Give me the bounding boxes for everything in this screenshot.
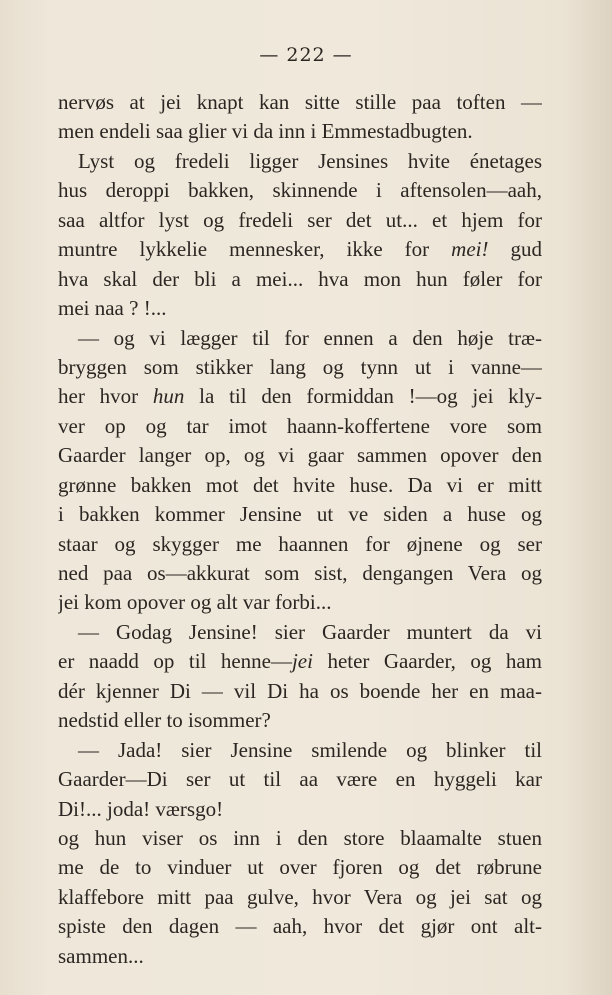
text-line: — Godag Jensine! sier Gaarder muntert da vi (78, 619, 542, 644)
emphasis-text: mei! (451, 237, 489, 262)
emphasis-text: hun (152, 384, 185, 409)
text-line: saa altfor lyst og fredeli ser det ut... et hjem for (58, 207, 542, 232)
text-line: men endeli saa glier vi da inn i Emmestadbugten. (58, 119, 473, 144)
text-line: hus deroppi bakken, skinnende i aftensolen—aah, (58, 178, 542, 203)
text-line: — Jada! sier Jensine smilende og blinker til (78, 737, 542, 762)
text-line (58, 382, 542, 411)
text-line (58, 647, 542, 676)
text-segment: muntre lykkelie mennesker, ikke for (58, 237, 430, 262)
text-line: Gaarder langer op, og vi gaar sammen opover den (58, 443, 542, 468)
text-line: bryggen som stikker lang og tynn ut i vanne— (58, 354, 542, 379)
text-segment: her hvor (58, 384, 139, 409)
text-line: nervøs at jei knapt kan sitte stille paa toften — (58, 90, 542, 114)
text-line: staar og skygger me haannen for øjnene og ser (58, 531, 542, 556)
text-line: klaffebore mitt paa gulve, hvor Vera og jei sat og (58, 884, 542, 909)
text-line: nedstid eller to isommer? (58, 708, 271, 733)
text-line: og hun viser os inn i den store blaamalte stuen (58, 825, 542, 850)
text-line: sammen... (58, 943, 144, 968)
text-segment: er naadd op til henne— (58, 649, 292, 674)
page-number: — 222 — (259, 44, 353, 66)
emphasis-text: jei (291, 649, 313, 674)
body-text (58, 88, 542, 971)
text-segment: heter Gaarder, og ham (327, 649, 542, 674)
text-line (58, 235, 542, 264)
text-line: Lyst og fredeli ligger Jensines hvite énetages (78, 148, 542, 173)
text-line: me de to vinduer ut over fjoren og det røbrune (58, 855, 542, 880)
text-line: Di!... joda! værsgo! (58, 796, 224, 821)
text-line: spiste den dagen — aah, hvor det gjør ont alt- (58, 914, 542, 939)
text-segment: gud (510, 237, 542, 262)
text-line: mei naa ? !... (58, 296, 167, 321)
text-line: dér kjenner Di — vil Di ha os boende her en maa- (58, 678, 542, 703)
text-line: ver op og tar imot haann-koffertene vore som (58, 413, 542, 438)
text-line: — og vi lægger til for ennen a den høje træ- (78, 325, 542, 350)
text-line: jei kom opover og alt var forbi... (58, 590, 332, 615)
text-line: i bakken kommer Jensine ut ve siden a huse og (58, 502, 542, 527)
text-line: grønne bakken mot det hvite huse. Da vi er mitt (58, 472, 542, 497)
text-line: ned paa os—akkurat som sist, dengangen Vera og (58, 561, 542, 585)
text-line: hva skal der bli a mei... hva mon hun føler for (58, 266, 542, 291)
text-segment: la til den formiddan !—og jei kly- (199, 384, 542, 409)
text-line: Gaarder—Di ser ut til aa være en hyggeli kar (58, 767, 542, 792)
